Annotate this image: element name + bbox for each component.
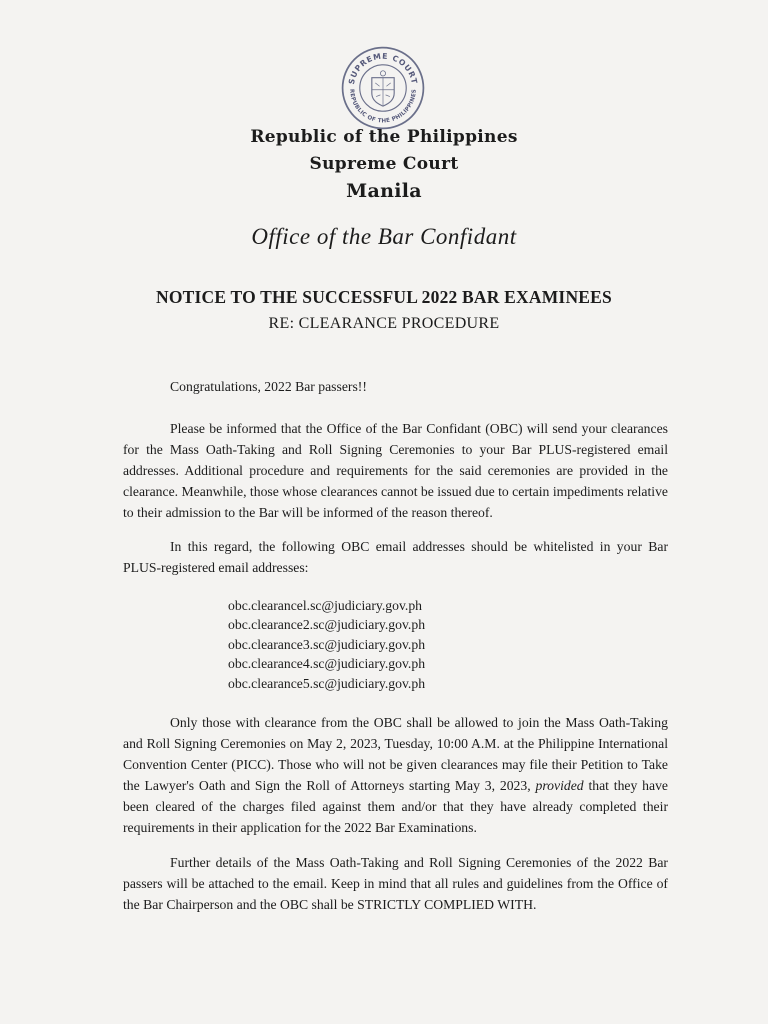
paragraph-oath-taking	[123, 712, 668, 838]
email-list	[228, 596, 425, 693]
svg-text:REPUBLIC OF THE PHILIPPINES: REPUBLIC OF THE PHILIPPINES	[348, 88, 418, 125]
paragraph-clearances: Please be informed that the Office of the Bar Confidant (OBC) will send your clearances for the Mass Oath-Taking and Roll Signing Ceremonies to your Bar PLUS-registered email addresses. Additional procedure and requirements for the said ceremonies are provided in the clearance. Meanwhile, those whose clearances cannot be issued due to certain impediments relative to their admission to the Bar will be informed of the reason thereof.	[123, 421, 668, 520]
office-name: Office of the Bar Confidant	[251, 224, 517, 249]
letterhead	[0, 124, 768, 205]
paragraph-whitelist: In this regard, the following OBC email addresses should be whitelisted in your Bar PLUS-registered email addresses:	[123, 539, 668, 575]
letterhead-city: Manila	[346, 180, 422, 202]
letterhead-republic: Republic of the Philippines	[250, 127, 518, 147]
email-address-2: obc.clearance2.sc@judiciary.gov.ph	[228, 617, 426, 633]
notice-title: NOTICE TO THE SUCCESSFUL 2022 BAR EXAMINEES	[156, 287, 612, 307]
email-address-3: obc.clearance3.sc@judiciary.gov.ph	[228, 636, 426, 652]
email-address-4: obc.clearance4.sc@judiciary.gov.ph	[228, 656, 426, 672]
paragraph-further-details: Further details of the Mass Oath-Taking and Roll Signing Ceremonies of the 2022 Bar passers will be attached to the email. Keep in mind that all rules and guidelines from the Office of the Bar Chairperson and the OBC shall be STRICTLY COMPLIED WITH.	[123, 855, 668, 912]
supreme-court-seal	[340, 45, 426, 131]
paragraph-oath-taking-emphasis: provided	[535, 778, 584, 793]
greeting: Congratulations, 2022 Bar passers!!	[170, 379, 367, 394]
paragraph-oath-taking-part1: Only those with clearance from the OBC shall be allowed to join the Mass Oath-Taking and Roll Signing Ceremonies on May 2, 2023, Tuesday, 10:00 A.M. at the Philippine International Convention Center (PICC). Those who will not be given clearances may file their Petition to Take the Lawyer's Oath and Sign the Roll of Attorneys starting May 3, 2023,	[123, 715, 668, 793]
svg-text:SUPREME COURT: SUPREME COURT	[346, 51, 420, 86]
letterhead-court: Supreme Court	[309, 154, 459, 174]
email-address-1: obc.clearancel.sc@judiciary.gov.ph	[228, 598, 423, 613]
email-address-5: obc.clearance5.sc@judiciary.gov.ph	[228, 675, 426, 691]
paragraph-oath-taking-part2: that they have been cleared of the charges filed against them and/or that they have already completed their requirements in their application for the 2022 Bar Examinations.	[123, 778, 669, 835]
notice-subtitle: RE: CLEARANCE PROCEDURE	[268, 315, 500, 332]
